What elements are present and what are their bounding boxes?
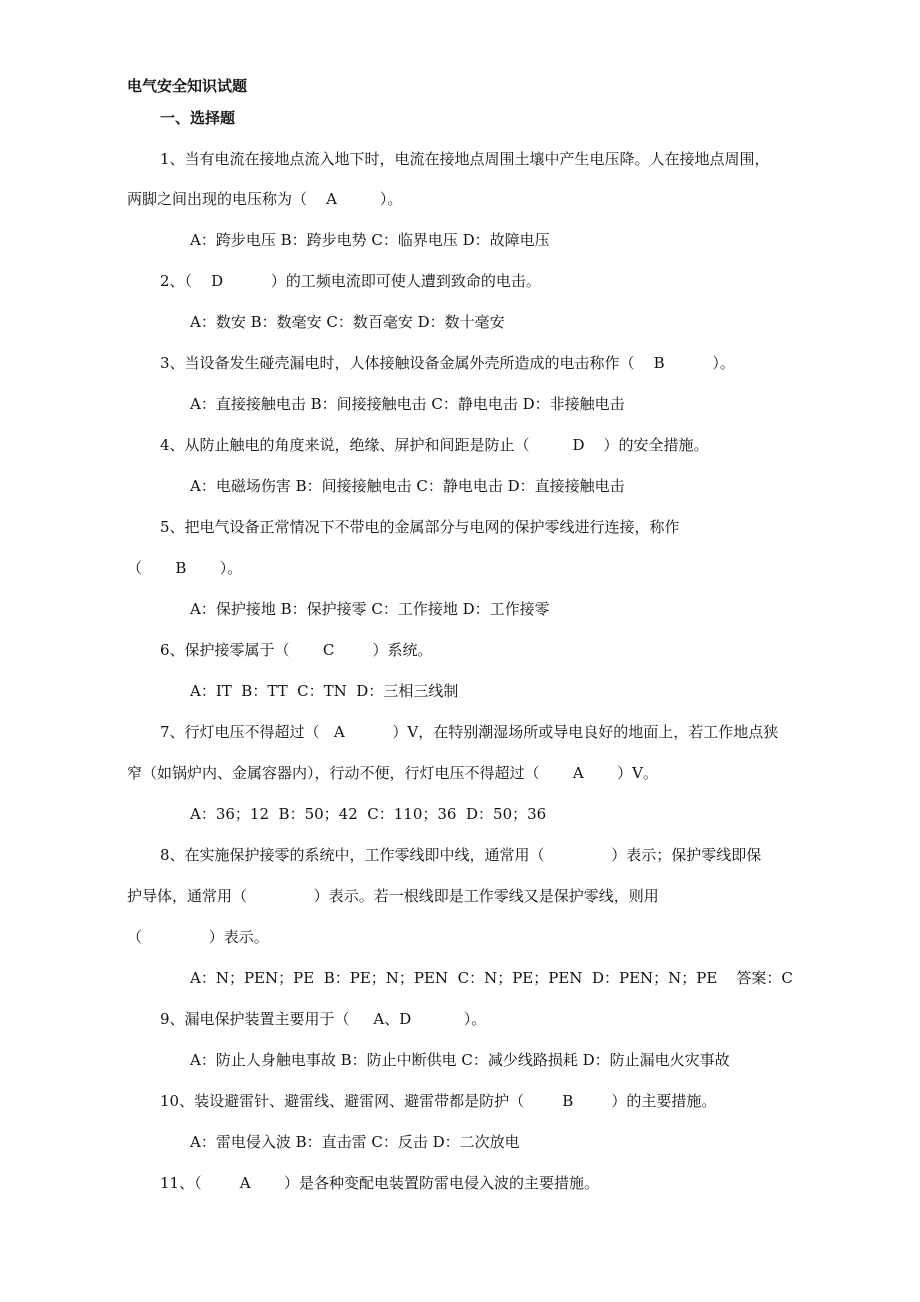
question-5-line-2: （ B ）。 [127, 559, 243, 577]
question-4-options: A：电磁场伤害 B：间接接触电击 C：静电电击 D：直接接触电击 [190, 477, 625, 495]
question-7-line-2: 窄（如锅炉内、金属容器内），行动不便，行灯电压不得超过（ A ）V。 [127, 764, 658, 782]
question-2-options: A：数安 B：数毫安 C：数百毫安 D：数十毫安 [190, 313, 505, 331]
question-9: 9、漏电保护装置主要用于（ A、D ）。 [160, 1010, 487, 1028]
question-3: 3、当设备发生碰壳漏电时，人体接触设备金属外壳所造成的电击称作（ B ）。 [160, 354, 735, 372]
question-3-options: A：直接接触电击 B：间接接触电击 C：静电电击 D：非接触电击 [190, 395, 625, 413]
question-1-options: A：跨步电压 B：跨步电势 C：临界电压 D：故障电压 [190, 231, 550, 249]
question-10: 10、装设避雷针、避雷线、避雷网、避雷带都是防护（ B ）的主要措施。 [160, 1092, 717, 1110]
question-11: 11、（ A ）是各种变配电装置防雷电侵入波的主要措施。 [160, 1174, 599, 1192]
question-8-line-3: （ ）表示。 [127, 928, 269, 946]
question-8-line-2: 护导体，通常用（ ）表示。若一根线即是工作零线又是保护零线，则用 [127, 887, 659, 905]
question-7-line-1: 7、行灯电压不得超过（ A ）V，在特别潮湿场所或导电良好的地面上，若工作地点狭 [160, 723, 779, 741]
question-6-options: A：IT B：TT C：TN D：三相三线制 [190, 682, 459, 700]
question-8-line-1: 8、在实施保护接零的系统中，工作零线即中线，通常用（ ）表示；保护零线即保 [160, 846, 762, 864]
question-4: 4、从防止触电的角度来说，绝缘、屏护和间距是防止（ D ）的安全措施。 [160, 436, 709, 454]
section-heading: 一、选择题 [160, 109, 236, 127]
question-8-options: A：N；PEN；PE B：PE；N；PEN C：N；PE；PEN D：PEN；N；PE 答案：C [190, 969, 793, 987]
document-title: 电气安全知识试题 [127, 77, 248, 95]
question-9-options: A：防止人身触电事故 B：防止中断供电 C：减少线路损耗 D：防止漏电火灾事故 [190, 1051, 730, 1069]
question-5-line-1: 5、把电气设备正常情况下不带电的金属部分与电网的保护零线进行连接，称作 [160, 518, 680, 536]
question-5-options: A：保护接地 B：保护接零 C：工作接地 D：工作接零 [190, 600, 550, 618]
question-10-options: A：雷电侵入波 B：直击雷 C：反击 D：二次放电 [190, 1133, 520, 1151]
question-1-line-1: 1、当有电流在接地点流入地下时，电流在接地点周围土壤中产生电压降。人在接地点周围， [160, 150, 770, 168]
question-2: 2、（ D ）的工频电流即可使人遭到致命的电击。 [160, 272, 541, 290]
question-1-line-2: 两脚之间出现的电压称为（ A ）。 [127, 190, 403, 208]
question-6: 6、保护接零属于（ C ）系统。 [160, 641, 433, 659]
question-7-options: A：36；12 B：50；42 C：110；36 D：50；36 [190, 805, 547, 823]
